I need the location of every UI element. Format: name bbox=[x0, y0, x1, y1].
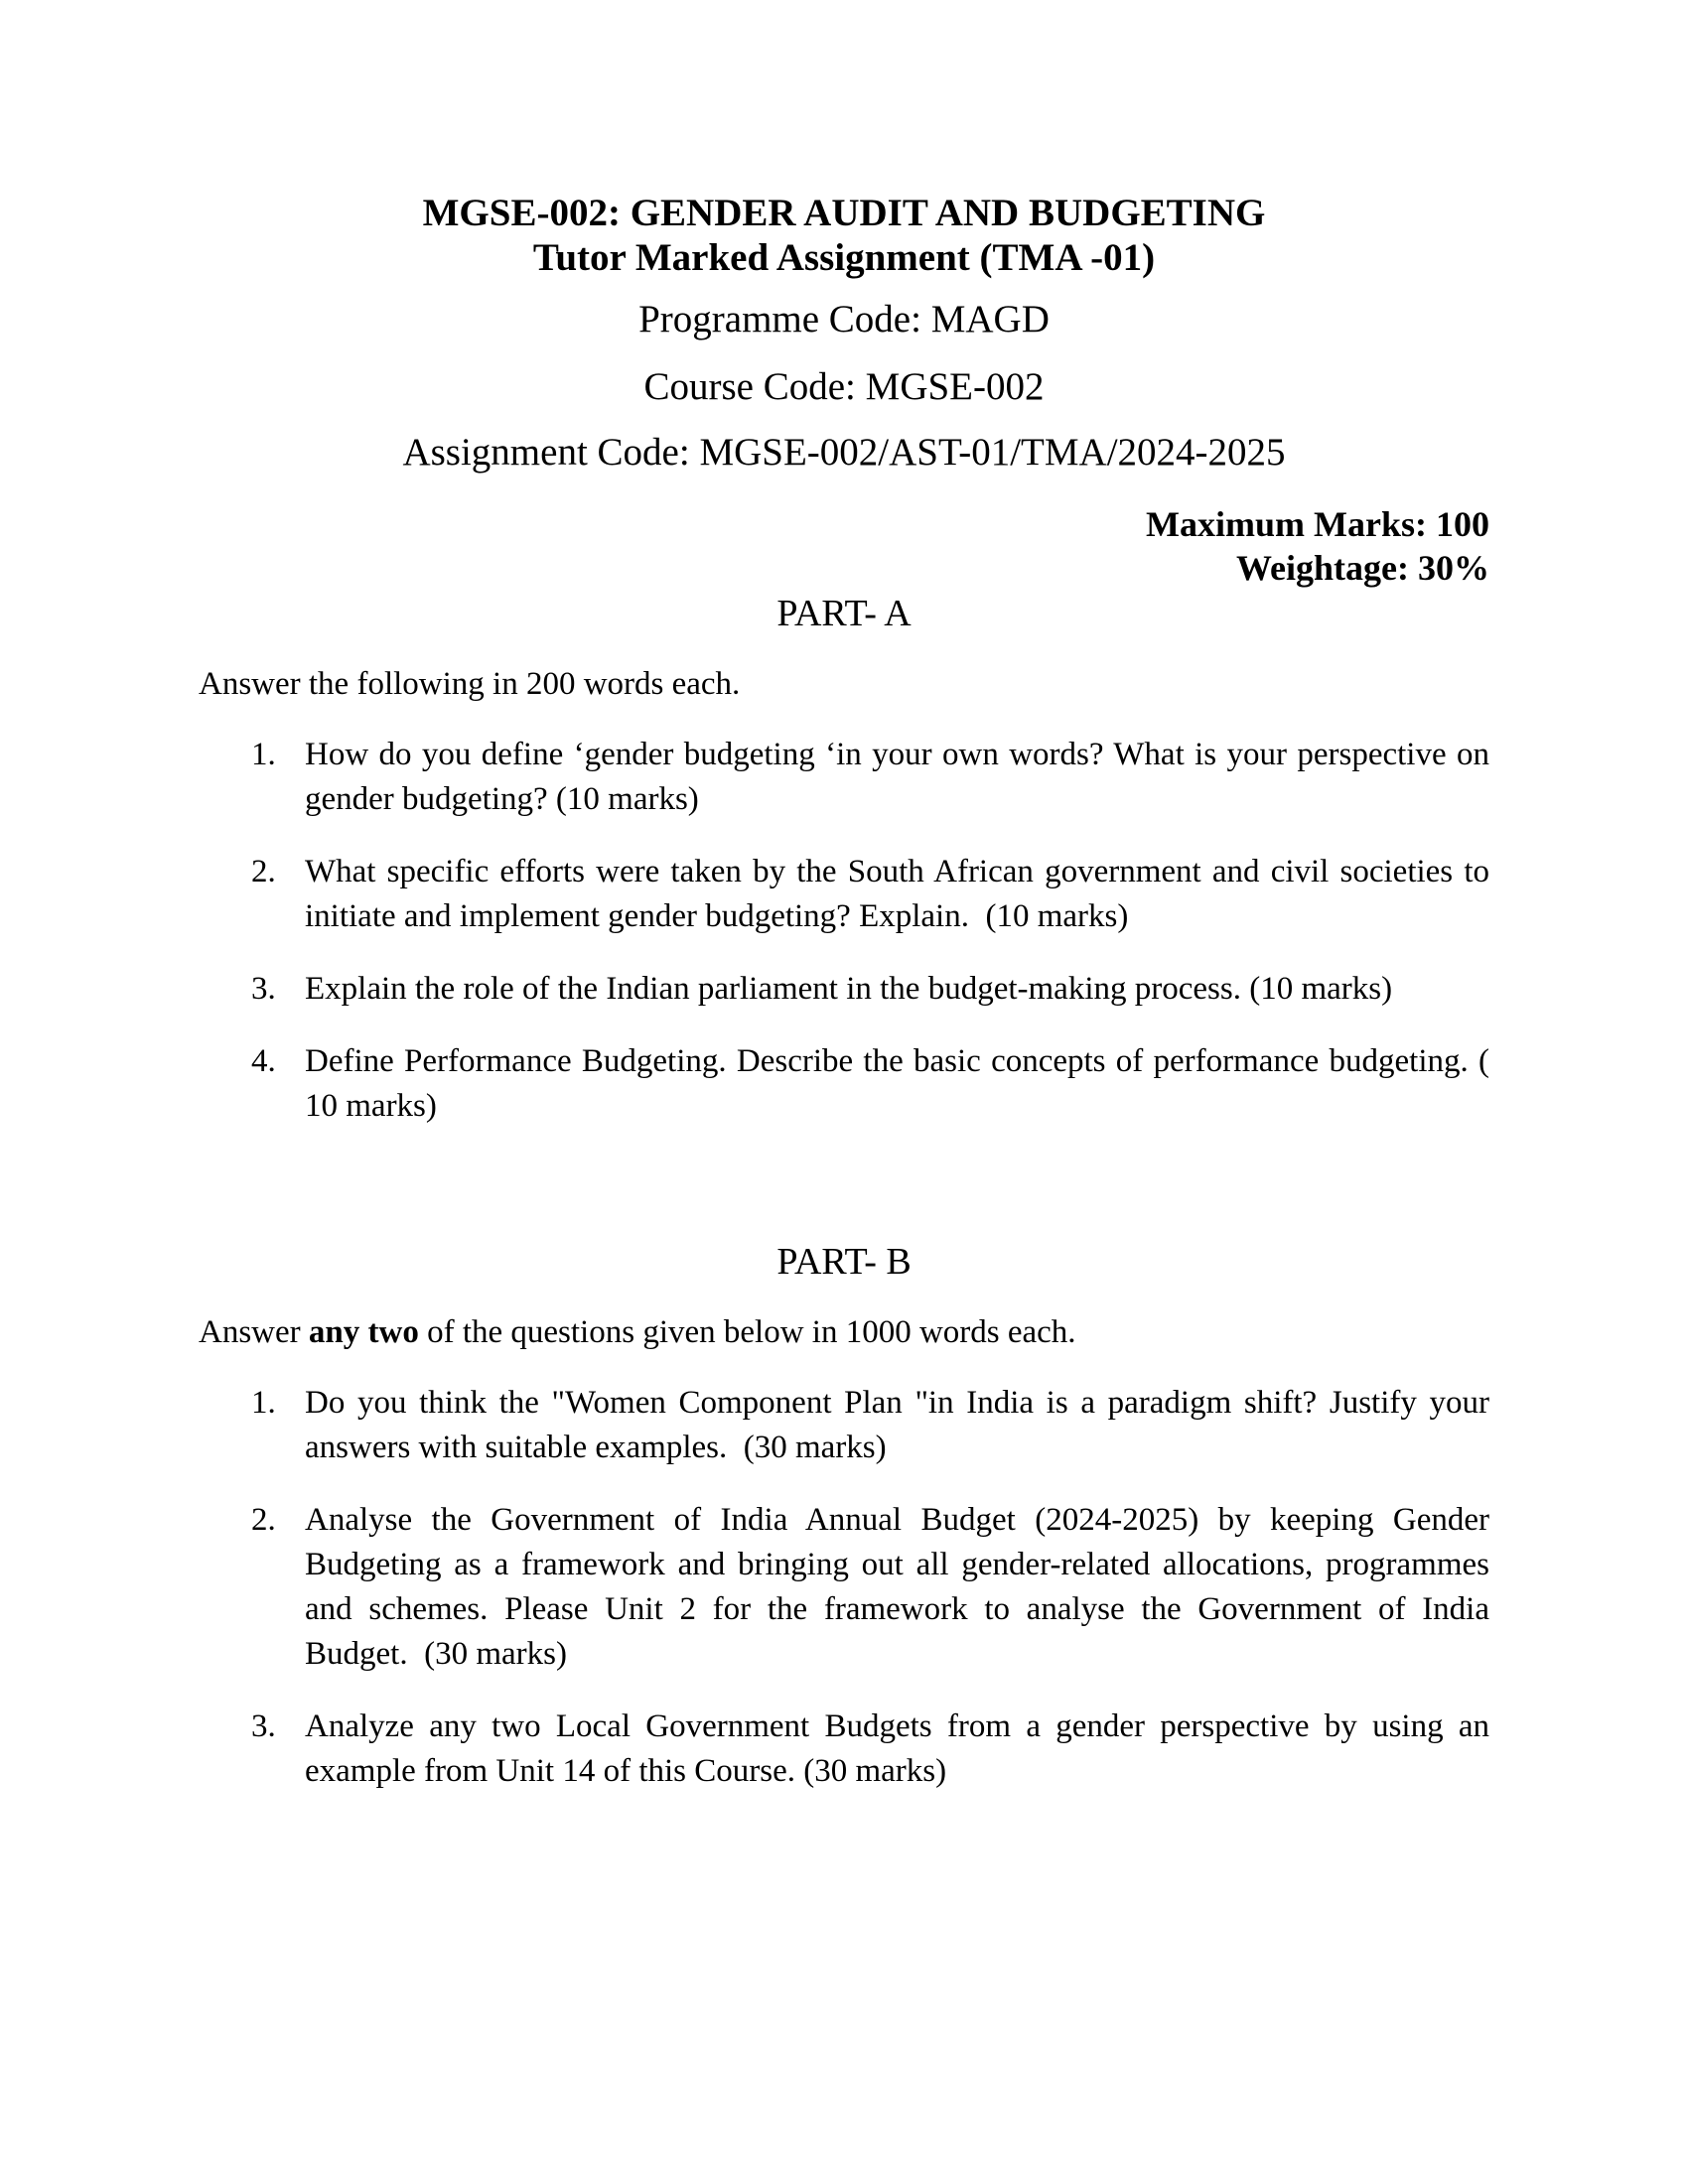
question-item bbox=[199, 850, 1489, 939]
question-item bbox=[199, 1498, 1489, 1677]
question-number: 3. bbox=[251, 1708, 276, 1744]
part-b-instruction-bold: any two bbox=[308, 1314, 419, 1350]
question-text: Define Performance Budgeting. Describe the basic concepts of performance budgeting. ( 10 marks) bbox=[305, 1043, 1489, 1124]
maximum-marks: Maximum Marks: 100 bbox=[1146, 504, 1489, 544]
question-text: How do you define ‘gender budgeting ‘in your own words? What is your perspective on gender budgeting? (10 marks) bbox=[305, 737, 1489, 817]
question-number: 2. bbox=[251, 1502, 276, 1538]
document-title bbox=[199, 191, 1489, 280]
part-b-instruction bbox=[199, 1310, 1489, 1355]
marks-block bbox=[199, 502, 1489, 590]
weightage: Weightage: 30% bbox=[1236, 548, 1489, 588]
question-text: Do you think the "Women Component Plan "in India is a paradigm shift? Justify your answers with suitable examples. (30 marks) bbox=[305, 1385, 1489, 1465]
question-number: 4. bbox=[251, 1043, 276, 1079]
part-a-question-list bbox=[199, 733, 1489, 1129]
question-text: Analyse the Government of India Annual Budget (2024-2025) by keeping Gender Budgeting as a framework and bringing out all gender-related allocations, programmes and schemes. Please Unit 2 for the framework to analyse the Government of India Budget. (30 marks) bbox=[305, 1502, 1489, 1672]
question-text: Explain the role of the Indian parliament in the budget-making process. (10 marks) bbox=[305, 971, 1393, 1007]
title-line-2: Tutor Marked Assignment (TMA -01) bbox=[532, 236, 1156, 279]
programme-code: Programme Code: MAGD bbox=[638, 298, 1050, 341]
part-b-instruction-suffix: of the questions given below in 1000 words each. bbox=[418, 1314, 1076, 1350]
question-item bbox=[199, 733, 1489, 822]
question-text: What specific efforts were taken by the South African government and civil societies to initiate and implement gender budgeting? Explain. (10 marks) bbox=[305, 854, 1489, 934]
section-spacer bbox=[199, 1129, 1489, 1238]
part-b-instruction-prefix: Answer bbox=[199, 1314, 309, 1350]
part-b-heading: PART- B bbox=[776, 1241, 912, 1283]
title-line-1: MGSE-002: GENDER AUDIT AND BUDGETING bbox=[422, 192, 1266, 234]
question-item bbox=[199, 1039, 1489, 1129]
question-item bbox=[199, 1381, 1489, 1470]
question-text: Analyze any two Local Government Budgets from a gender perspective by using an example from Unit 14 of this Course. (30 marks) bbox=[305, 1708, 1489, 1789]
part-a-instruction: Answer the following in 200 words each. bbox=[199, 666, 741, 702]
question-number: 1. bbox=[251, 1385, 276, 1421]
part-b-question-list bbox=[199, 1381, 1489, 1794]
part-a-heading: PART- A bbox=[776, 593, 912, 634]
assignment-code: Assignment Code: MGSE-002/AST-01/TMA/2024-2025 bbox=[402, 431, 1286, 474]
question-number: 3. bbox=[251, 971, 276, 1007]
course-code: Course Code: MGSE-002 bbox=[643, 365, 1045, 408]
question-number: 2. bbox=[251, 854, 276, 889]
question-item bbox=[199, 1705, 1489, 1794]
question-item bbox=[199, 967, 1489, 1012]
question-number: 1. bbox=[251, 737, 276, 772]
